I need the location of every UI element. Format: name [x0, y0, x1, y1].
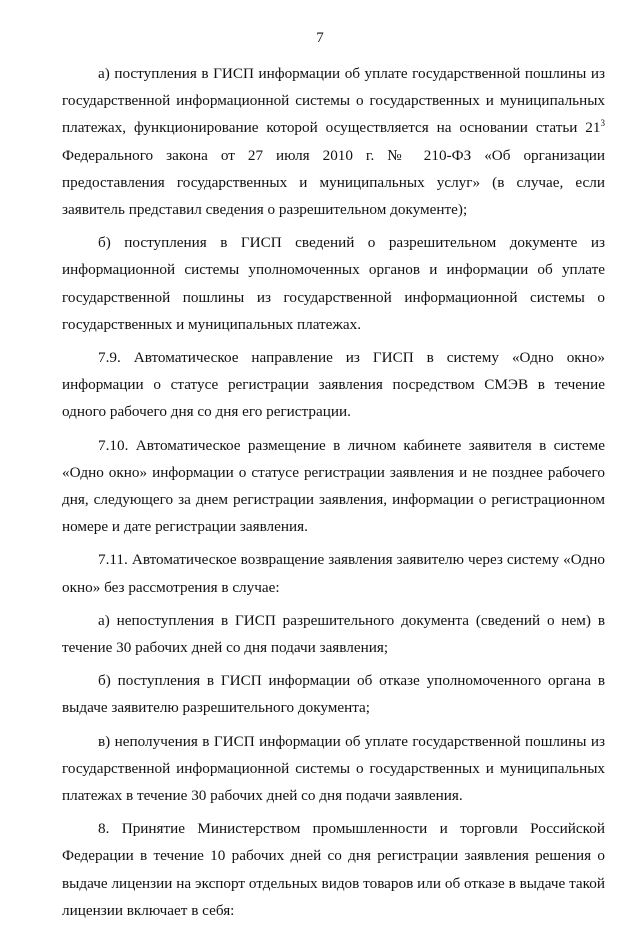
paragraph-7-9: 7.9. Автоматическое направление из ГИСП в систему «Одно окно» информации о статусе регистрации заявления посредством СМЭВ в течение одного рабочего дня со дня его регистрации. — [62, 349, 605, 421]
document-body — [62, 60, 605, 930]
paragraph-8: 8. Принятие Министерством промышленности и торговли Российской Федерации в течение 10 рабочих дней со дня регистрации заявления решения о выдаче лицензии на экспорт отдельных видов товаров или об отказе в выдаче такой лицензии включает в себя: — [62, 820, 605, 919]
paragraph-text-cont: Федерального закона от 27 июля 2010 г. № 210-ФЗ «Об организации предоставления государственных и муниципальных услуг» (в случае, если заявитель представил сведения о разрешительном документе); — [62, 146, 605, 219]
superscript: 3 — [600, 118, 605, 129]
paragraph-b-gisp-permit: б) поступления в ГИСП сведений о разрешительном документе из информационной системы уполномоченных органов и информации об уплате государственной пошлины из государственной информационной системы о государственных и муниципальных платежах. — [62, 234, 605, 333]
paragraph-text: а) поступления в ГИСП информации об уплате государственной пошлины из государственной информационной системы о государственных и муниципальных платежах, функционирование которой осуществляется на основании статьи 21 — [62, 65, 605, 137]
paragraph-7-11-v: в) неполучения в ГИСП информации об уплате государственной пошлины из государственной информационной системы о государственных и муниципальных платежах в течение 30 рабочих дней со дня подачи заявления. — [62, 732, 605, 805]
paragraph-7-10: 7.10. Автоматическое размещение в личном кабинете заявителя в системе «Одно окно» информации о статусе регистрации заявления и не позднее рабочего дня, следующего за днем регистрации заявления, информации о регистрационном номере и дате регистрации заявления. — [62, 436, 605, 536]
page-number: 7 — [316, 30, 324, 46]
paragraph-a-gisp-payment — [62, 60, 605, 223]
paragraph-7-11: 7.11. Автоматическое возвращение заявления заявителю через систему «Одно окно» без рассмотрения в случае: — [62, 551, 605, 596]
paragraph-7-11-a: а) непоступления в ГИСП разрешительного документа (сведений о нем) в течение 30 рабочих дней со дня подачи заявления; — [62, 611, 605, 657]
paragraph-7-11-b: б) поступления в ГИСП информации об отказе уполномоченного органа в выдаче заявителю разрешительного документа; — [62, 672, 605, 717]
